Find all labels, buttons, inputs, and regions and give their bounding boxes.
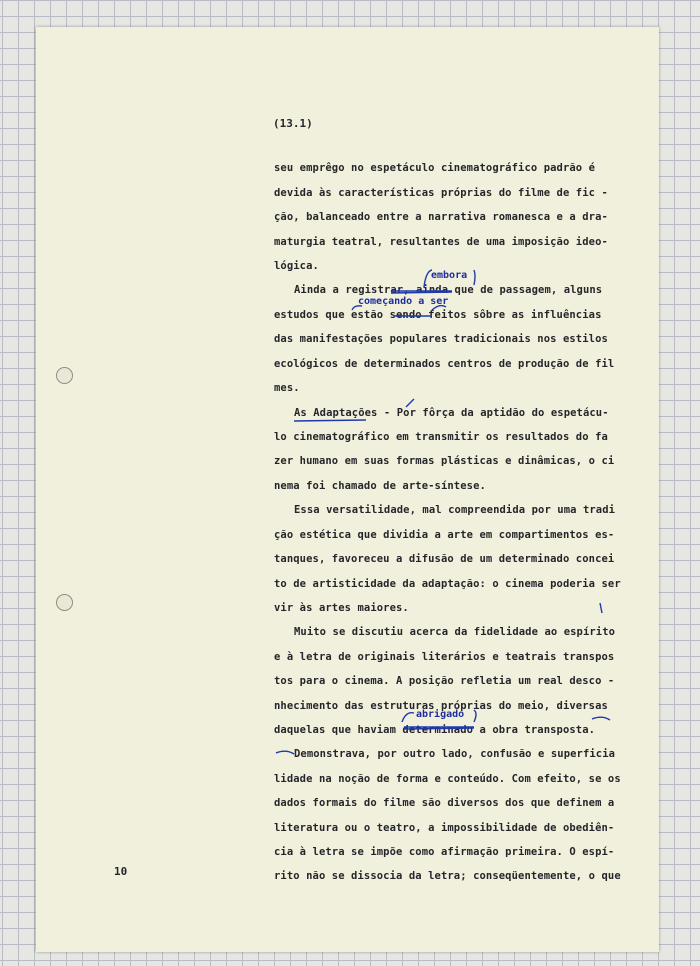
text-line: daquelas que haviam determinado a obra transposta. — [274, 724, 596, 736]
text-line: to de artisticidade da adaptação: o cinema poderia ser — [274, 578, 621, 590]
typed-page — [36, 27, 659, 952]
text-line: lógica. — [274, 260, 319, 272]
handwritten-correction: começando a ser — [358, 296, 449, 307]
punch-hole — [56, 594, 73, 611]
text-line: dados formais do filme são diversos dos que definem a — [274, 797, 615, 809]
text-line: nhecimento das estruturas próprias do meio, diversas — [274, 700, 608, 712]
text-line: zer humano em suas formas plásticas e dinâmicas, o ci — [274, 455, 615, 467]
text-line: ção estética que dividia a arte em compartimentos es- — [274, 529, 615, 541]
punch-hole — [56, 367, 73, 384]
handwritten-correction: abrigado — [416, 709, 465, 720]
text-line: ecológicos de determinados centros de produção de fil — [274, 358, 615, 370]
text-line: Essa versatilidade, mal compreendida por uma tradi — [294, 504, 616, 516]
text-line: das manifestações populares tradicionais nos estilos — [274, 333, 608, 345]
page-header: (13.1) — [273, 117, 313, 130]
text-line: devida às características próprias do filme de fic - — [274, 187, 608, 199]
text-line: mes. — [274, 382, 300, 394]
text-line: tanques, favoreceu a difusão de um determinado concei — [274, 553, 615, 565]
text-line: cia à letra se impõe como afirmação primeira. O espí- — [274, 846, 615, 858]
text-line: maturgia teatral, resultantes de uma imposição ideo- — [274, 236, 608, 248]
text-line: lo cinematográfico em transmitir os resultados do fa — [274, 431, 608, 443]
text-line: lidade na noção de forma e conteúdo. Com efeito, se os — [274, 773, 621, 785]
text-line: ção, balanceado entre a narrativa romanesca e a dra- — [274, 211, 608, 223]
text-line: As Adaptações - Por fôrça da aptidão do espetácu- — [294, 407, 609, 419]
text-line: nema foi chamado de arte-síntese. — [274, 480, 486, 492]
text-line: Demonstrava, por outro lado, confusão e superficia — [294, 748, 616, 760]
text-line: tos para o cinema. A posição refletia um real desco - — [274, 675, 615, 687]
text-line: rito não se dissocia da letra; conseqüentemente, o que — [274, 870, 621, 882]
page-number: 10 — [114, 865, 128, 878]
text-line: estudos que estão sendo feitos sôbre as influências — [274, 309, 602, 321]
text-line: seu emprêgo no espetáculo cinematográfico padrão é — [274, 162, 596, 174]
text-line: vir às artes maiores. — [274, 602, 409, 614]
text-line: literatura ou o teatro, a impossibilidade de obediên- — [274, 822, 615, 834]
text-line: Muito se discutiu acerca da fidelidade ao espírito — [294, 626, 616, 638]
text-line: Ainda a registrar, ainda que de passagem, alguns — [294, 284, 603, 296]
text-line: e à letra de originais literários e teatrais transpos — [274, 651, 615, 663]
handwritten-correction: embora — [431, 270, 468, 281]
